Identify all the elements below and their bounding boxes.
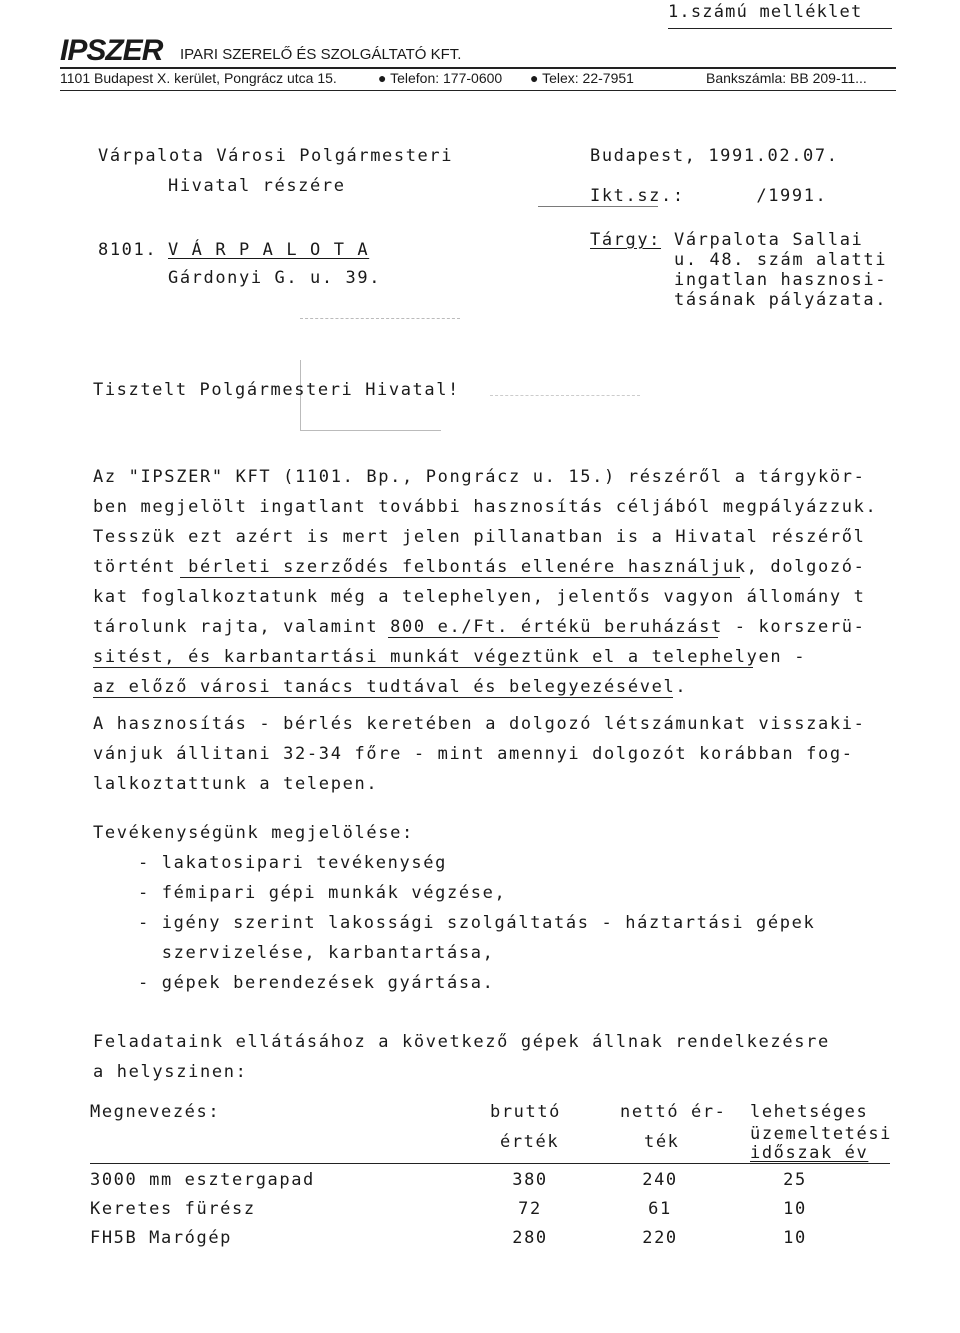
activities-heading: Tevékenységünk megjelölése: [93,823,414,843]
company-telex: ● Telex: 22-7951 [530,70,634,86]
phone-text: Telefon: 177-0600 [390,70,503,86]
activity-item: - gépek berendezések gyártása. [138,973,495,993]
table-row-name: FH5B Marógép [90,1228,233,1248]
stamp-mark [300,318,460,320]
table-row-life: 10 [783,1199,807,1219]
p2-line-3: kat foglalkoztatunk még a telephelyen, jelentős vagyon állomány t [93,587,866,607]
table-row-life: 10 [783,1228,807,1248]
p2-line-4: tárolunk rajta, valamint 800 e./Ft. értékü beruházást - korszerü- [93,617,866,637]
underline-p2-6 [93,697,673,698]
letterhead-rule-top [60,67,896,69]
stamp-mark-2 [490,395,640,397]
company-bank: Bankszámla: BB 209-11... [706,70,867,86]
activity-item: - igény szerint lakossági szolgáltatás - háztartási gépek [138,913,816,933]
table-row-life: 25 [783,1170,807,1190]
company-logo: IPSZER [60,34,163,67]
table-row-name: 3000 mm esztergapad [90,1170,315,1190]
table-row-name: Keretes fürész [90,1199,256,1219]
p1-line-1: Az "IPSZER" KFT (1101. Bp., Pongrácz u. 15.) részéről a tárgykör- [93,467,866,487]
company-address: 1101 Budapest X. kerület, Pongrácz utca 15. [60,70,337,86]
p3-line-2: vánjuk állitani 32-34 főre - mint amennyi dolgozót korábban fog- [93,744,854,764]
table-row-net: 220 [642,1228,678,1248]
table-row-gross: 280 [512,1228,548,1248]
machines-intro-1: Feladataink ellátásához a következő gépek állnak rendelkezésre [93,1032,830,1052]
activity-item: szervizelése, karbantartása, [138,943,495,963]
th-net-1: nettó ér- [620,1102,727,1122]
th-gross-1: bruttó [490,1102,562,1122]
subject-line-2: u. 48. szám alatti [674,250,888,270]
th-life-2: üzemeltetési [750,1124,893,1144]
recipient-line1: Várpalota Városi Polgármesteri [98,146,454,166]
th-life-1: lehetséges [750,1102,869,1122]
letter-date: Budapest, 1991.02.07. [590,146,839,166]
ref-underline [538,206,658,207]
p1-line-2: ben megjelölt ingatlant további hasznosítás céljából megpályázzuk. [93,497,878,517]
th-life-3: időszak év [750,1143,869,1163]
p3-line-1: A hasznosítás - bérlés keretében a dolgozó létszámunkat visszaki- [93,714,866,734]
table-row-net: 240 [642,1170,678,1190]
table-row-gross: 380 [512,1170,548,1190]
table-header-rule [90,1163,890,1164]
underline-p2-2 [180,577,740,578]
th-gross-2: érték [500,1132,560,1152]
recipient-street: Gárdonyi G. u. 39. [168,268,382,288]
p2-line-2: történt bérleti szerződés felbontás ellenére használjuk, dolgozó- [93,557,866,577]
underline-p2-5 [93,667,753,668]
subject-line-3: ingatlan hasznosi- [674,270,888,290]
letterhead-rule-bottom [60,90,896,91]
subject-line-1: Várpalota Sallai [674,230,864,250]
table-row-gross: 72 [518,1199,542,1219]
annex-underline [668,28,892,29]
telex-text: Telex: 22-7951 [542,70,634,86]
th-name: Megnevezés: [90,1102,221,1122]
annex-label: 1.számú melléklet [668,2,863,22]
table-row-net: 61 [648,1199,672,1219]
company-phone: ● Telefon: 177-0600 [378,70,503,86]
underline-p2-4 [388,637,718,638]
activity-item: - fémipari gépi munkák végzése, [138,883,507,903]
subject-line-4: tásának pályázata. [674,290,888,310]
reference-number [590,186,827,206]
p2-line-1: Tesszük ezt azért is mert jelen pillanatban is a Hivatal részéről [93,527,866,547]
subject-label: Tárgy: [590,230,662,250]
p2-line-6: az előző városi tanács tudtával és belegyezésével. [93,677,688,697]
recipient-city: V Á R P A L O T A [168,240,370,260]
recipient-zip: 8101. [98,240,158,260]
p3-line-3: lalkoztattunk a telepen. [93,774,379,794]
ref-label: Ikt.sz.: [590,186,685,206]
ref-value: /1991. [756,186,828,206]
recipient-line2: Hivatal részére [168,176,346,196]
machines-intro-2: a helyszinen: [93,1062,248,1082]
salutation: Tisztelt Polgármesteri Hivatal! [93,380,460,400]
company-name: IPARI SZERELŐ ÉS SZOLGÁLTATÓ KFT. [180,46,462,63]
activity-item: - lakatosipari tevékenység [138,853,448,873]
p2-line-5: sitést, és karbantartási munkát végeztünk el a telephelyen - [93,647,807,667]
th-net-2: ték [644,1132,680,1152]
